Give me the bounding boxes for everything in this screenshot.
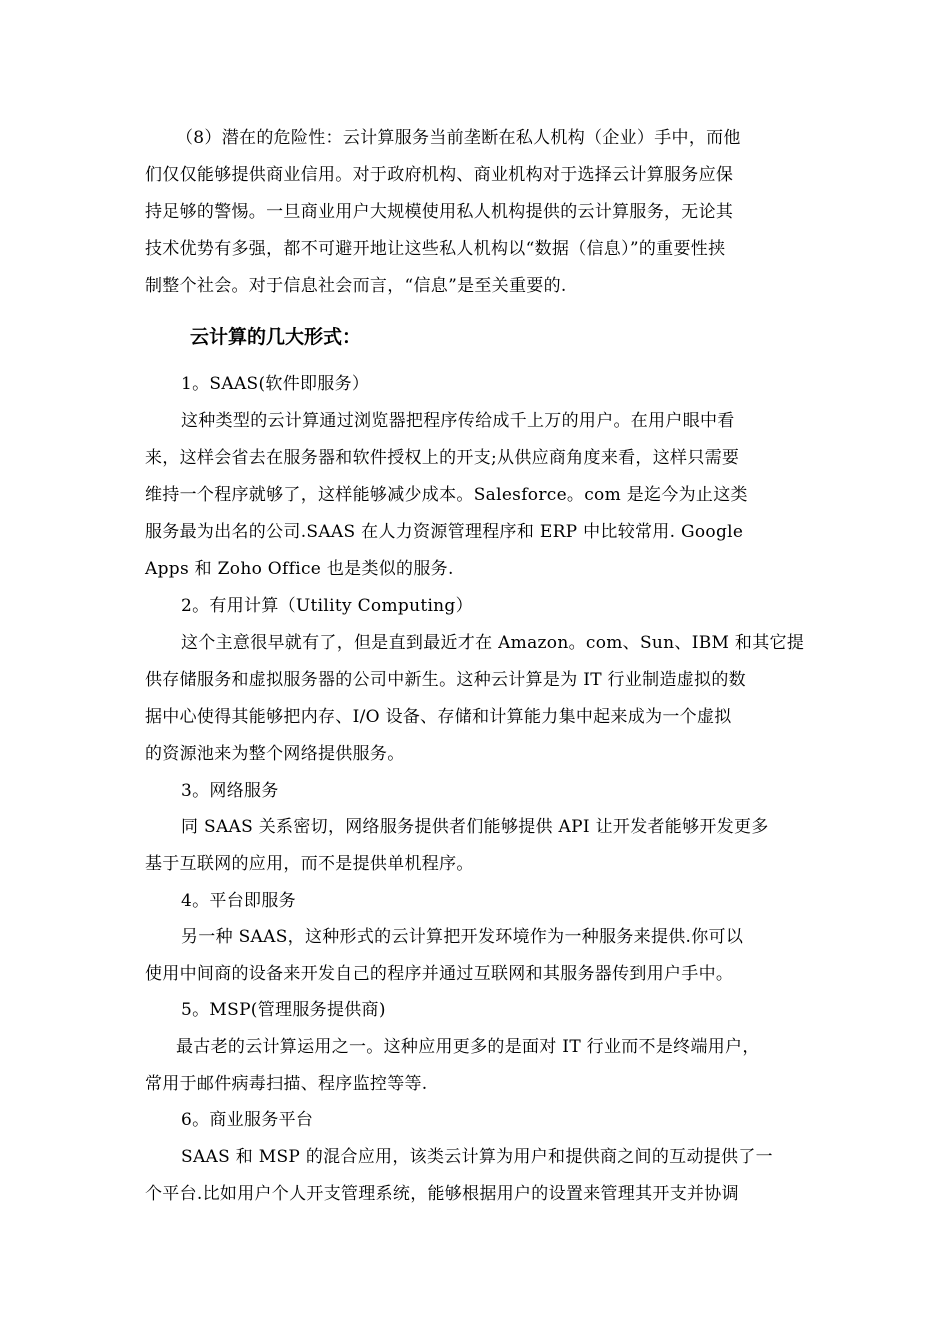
paragraph-line: 技术优势有多强，都不可避开地让这些私人机构以“数据（信息）”的重要性挟 — [145, 239, 726, 259]
paragraph-line: SAAS 和 MSP 的混合应用，该类云计算为用户和提供商之间的互动提供了一 — [181, 1147, 773, 1167]
paragraph-line: 来，这样会省去在服务器和软件授权上的开支;从供应商角度来看，这样只需要 — [145, 448, 740, 468]
paragraph-line: 制整个社会。对于信息社会而言，“信息”是至关重要的. — [145, 276, 567, 296]
paragraph-line: 常用于邮件病毒扫描、程序监控等等. — [145, 1074, 428, 1094]
section-heading: 云计算的几大形式： — [190, 326, 362, 348]
paragraph-line: 使用中间商的设备来开发自己的程序并通过互联网和其服务器传到用户手中。 — [145, 964, 734, 984]
paragraph-line: 维持一个程序就够了，这样能够减少成本。Salesforce。com 是迄今为止这类 — [145, 485, 748, 505]
paragraph-line: Apps 和 Zoho Office 也是类似的服务. — [145, 559, 454, 579]
paragraph-line: 们仅仅能够提供商业信用。对于政府机构、商业机构对于选择云计算服务应保 — [145, 165, 734, 185]
paragraph-line: （8）潜在的危险性：云计算服务当前垄断在私人机构（企业）手中，而他 — [176, 128, 741, 148]
paragraph-line: 最古老的云计算运用之一。这种应用更多的是面对 IT 行业而不是终端用户， — [176, 1037, 760, 1057]
paragraph-line: 持足够的警惕。一旦商业用户大规模使用私人机构提供的云计算服务，无论其 — [145, 202, 734, 222]
item-title: 3。网络服务 — [181, 781, 279, 801]
paragraph-line: 这种类型的云计算通过浏览器把程序传给成千上万的用户。在用户眼中看 — [181, 411, 735, 431]
paragraph-line: 基于互联网的应用，而不是提供单机程序。 — [145, 854, 474, 874]
item-title: 2。有用计算（Utility Computing） — [181, 596, 473, 616]
paragraph-line: 这个主意很早就有了，但是直到最近才在 Amazon。com、Sun、IBM 和其它提 — [181, 633, 805, 653]
item-title: 6。商业服务平台 — [181, 1110, 314, 1130]
paragraph-line: 供存储服务和虚拟服务器的公司中新生。这种云计算是为 IT 行业制造虚拟的数 — [145, 670, 746, 690]
paragraph-line: 服务最为出名的公司.SAAS 在人力资源管理程序和 ERP 中比较常用. Google — [145, 522, 744, 542]
paragraph-line: 另一种 SAAS，这种形式的云计算把开发环境作为一种服务来提供.你可以 — [181, 927, 744, 947]
paragraph-line: 同 SAAS 关系密切，网络服务提供者们能够提供 API 让开发者能够开发更多 — [181, 817, 769, 837]
item-title: 1。SAAS(软件即服务） — [181, 374, 370, 394]
item-title: 4。平台即服务 — [181, 891, 296, 911]
paragraph-line: 据中心使得其能够把内存、I/O 设备、存储和计算能力集中起来成为一个虚拟 — [145, 707, 732, 727]
paragraph-line: 的资源池来为整个网络提供服务。 — [145, 744, 405, 764]
paragraph-line: 个平台.比如用户个人开支管理系统，能够根据用户的设置来管理其开支并协调 — [145, 1184, 739, 1204]
item-title: 5。MSP(管理服务提供商) — [181, 1000, 386, 1020]
